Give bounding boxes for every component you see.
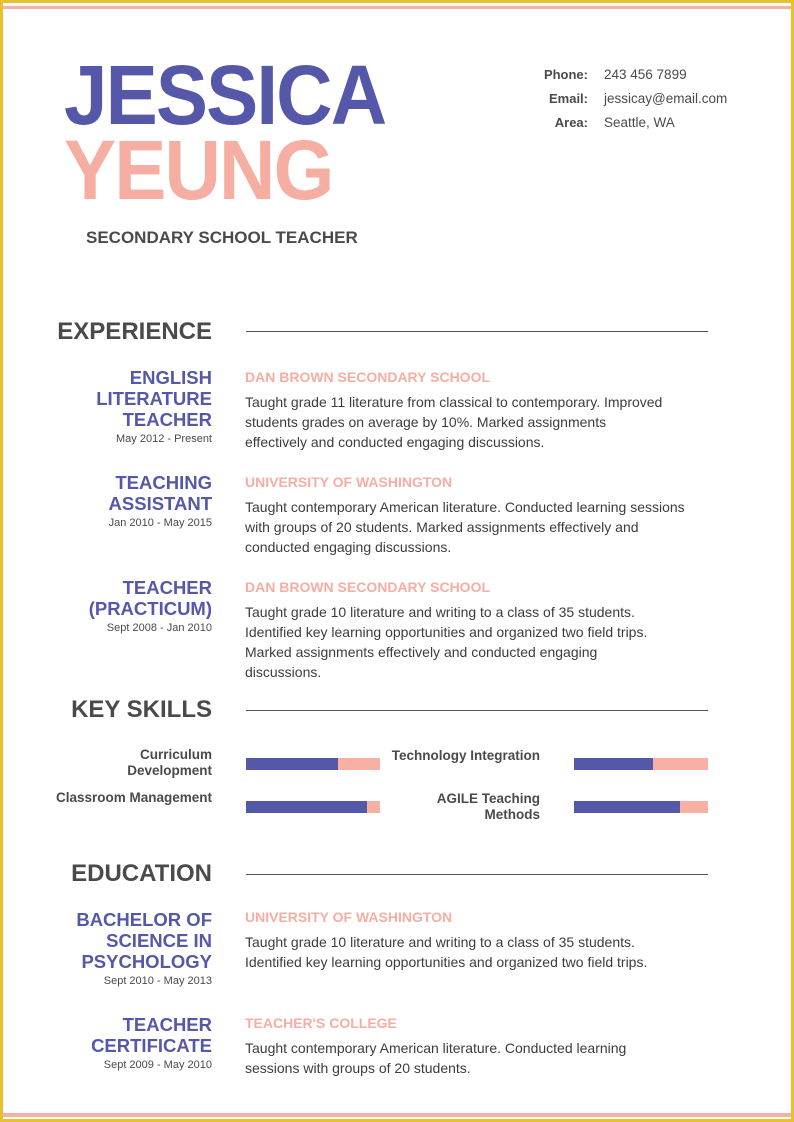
- job-title: SECONDARY SCHOOL TEACHER: [86, 228, 358, 247]
- experience-entry-left: [42, 472, 212, 529]
- entry-title: TEACHER CERTIFICATE: [91, 1014, 212, 1056]
- skill-label: Curriculum Development: [127, 747, 212, 778]
- first-name: JESSICA: [64, 48, 386, 142]
- education-entry-left: [42, 909, 212, 987]
- experience-entry-right: [245, 578, 715, 682]
- skill-label: Classroom Management: [55, 790, 212, 805]
- skill-bar: [246, 758, 380, 770]
- area-value: Seattle, WA: [604, 114, 675, 130]
- entry-description: Taught grade 10 literature and writing to a class of 35 students. Identified key learning opportunities and organized two field trips.: [245, 934, 648, 970]
- entry-description: Taught grade 10 literature and writing to a class of 35 students. Identified key learning opportunities and organized two field trips. Marked assignments effectively and conducted engaging discussions.: [245, 604, 648, 680]
- experience-entry-right: [245, 473, 715, 557]
- skill-bar-fill: [574, 758, 653, 770]
- skill-label: Technology Integration: [391, 748, 540, 763]
- entry-organization: DAN BROWN SECONDARY SCHOOL: [245, 579, 491, 595]
- skill-bar-fill: [574, 801, 680, 813]
- education-entry-right: [245, 908, 715, 972]
- skill-label: AGILE Teaching Methods: [436, 791, 540, 822]
- entry-description: Taught grade 11 literature from classical to contemporary. Improved students grades on average by 10%. Marked assignments effectively and conducted engaging discussions.: [245, 394, 663, 450]
- section-divider: [246, 874, 708, 875]
- contact-label: Area:: [554, 114, 588, 130]
- contact-label: Phone:: [543, 66, 588, 82]
- experience-entry-left: [42, 367, 212, 445]
- bottom-accent-rule: [3, 1113, 791, 1117]
- entry-organization: DAN BROWN SECONDARY SCHOOL: [245, 369, 491, 385]
- last-name: YEUNG: [64, 123, 333, 217]
- skill-bar-fill: [246, 801, 367, 813]
- skill-bar: [246, 801, 380, 813]
- education-heading: EDUCATION: [71, 860, 212, 887]
- entry-description: Taught contemporary American literature. Conducted learning sessions with groups of 20 students.: [245, 1040, 627, 1076]
- skill-bar: [574, 758, 708, 770]
- entry-organization: UNIVERSITY OF WASHINGTON: [245, 474, 453, 490]
- top-accent-rule: [3, 6, 791, 9]
- contact-area: [520, 110, 727, 134]
- experience-entry-right: [245, 368, 715, 452]
- entry-organization: UNIVERSITY OF WASHINGTON: [245, 909, 453, 925]
- contact-email: [520, 86, 727, 110]
- experience-entry-left: [42, 577, 212, 634]
- entry-date: May 2012 - Present: [116, 433, 212, 445]
- entry-date: Sept 2009 - May 2010: [103, 1059, 212, 1071]
- entry-date: Sept 2008 - Jan 2010: [106, 622, 212, 634]
- education-entry-left: [42, 1014, 212, 1071]
- skills-heading: KEY SKILLS: [71, 696, 212, 723]
- entry-title: TEACHER (PRACTICUM): [88, 577, 212, 619]
- entry-title: ENGLISH LITERATURE TEACHER: [96, 367, 212, 430]
- skill-bar: [574, 801, 708, 813]
- email-value: jessicay@email.com: [604, 90, 728, 106]
- experience-heading: EXPERIENCE: [57, 318, 212, 345]
- contact-label: Email:: [548, 90, 588, 106]
- education-entry-right: [245, 1014, 715, 1078]
- section-divider: [246, 710, 708, 711]
- contact-phone: [520, 62, 727, 86]
- entry-title: TEACHING ASSISTANT: [108, 472, 212, 514]
- entry-title: BACHELOR OF SCIENCE IN PSYCHOLOGY: [76, 909, 212, 972]
- section-divider: [246, 331, 708, 332]
- entry-date: Sept 2010 - May 2013: [103, 975, 212, 987]
- contact-info: [520, 62, 727, 134]
- entry-description: Taught contemporary American literature. Conducted learning sessions with groups of 20 students. Marked assignments effectively and conducted engaging discussions.: [245, 499, 685, 555]
- skill-bar-fill: [246, 758, 338, 770]
- phone-value: 243 456 7899: [604, 66, 687, 82]
- entry-date: Jan 2010 - May 2015: [108, 517, 212, 529]
- entry-organization: TEACHER'S COLLEGE: [245, 1015, 397, 1031]
